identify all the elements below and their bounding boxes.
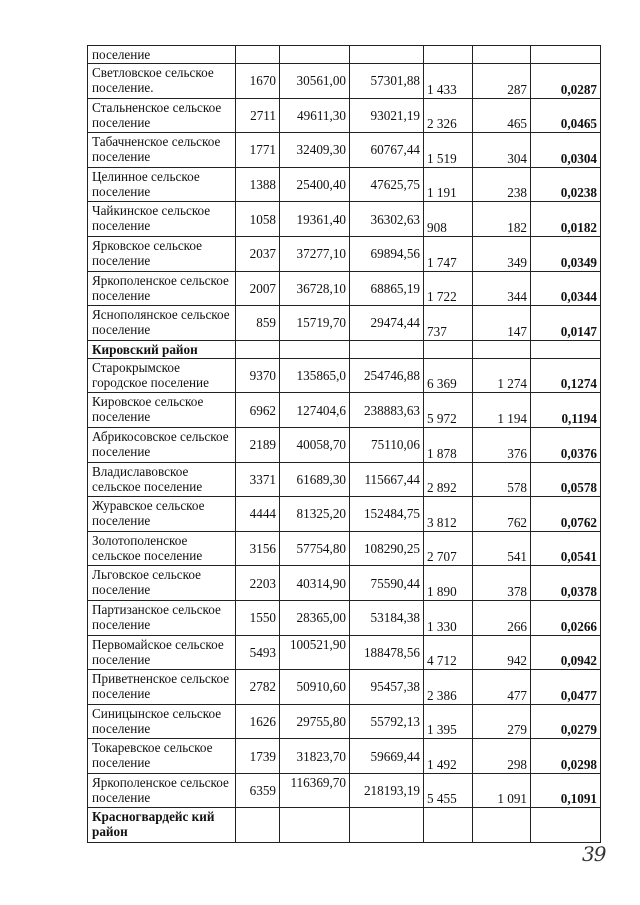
share-cell: 0,1194 — [531, 393, 601, 428]
settlement-name-cell: Первомайское сельское поселение — [88, 635, 236, 670]
table-row — [88, 202, 601, 237]
value-cell: 344 — [473, 271, 531, 306]
population-cell: 1388 — [236, 167, 280, 202]
value-cell: 32409,30 — [280, 133, 350, 168]
value-cell: 1 890 — [424, 566, 473, 601]
table-row — [88, 739, 601, 774]
value-cell: 50910,60 — [280, 670, 350, 705]
population-cell: 2782 — [236, 670, 280, 705]
value-cell: 25400,40 — [280, 167, 350, 202]
value-cell: 93021,19 — [350, 98, 424, 133]
table-row — [88, 271, 601, 306]
value-cell: 6 369 — [424, 358, 473, 393]
settlement-name-cell: Стальненское сельское поселение — [88, 98, 236, 133]
value-cell: 1 722 — [424, 271, 473, 306]
value-cell: 942 — [473, 635, 531, 670]
population-cell: 2711 — [236, 98, 280, 133]
table-row — [88, 236, 601, 271]
share-cell: 0,0304 — [531, 133, 601, 168]
settlements-table — [87, 45, 601, 843]
value-cell: 2 707 — [424, 531, 473, 566]
share-cell: 0,0762 — [531, 497, 601, 532]
share-cell: 0,0578 — [531, 462, 601, 497]
value-cell: 541 — [473, 531, 531, 566]
share-cell: 0,0266 — [531, 600, 601, 635]
share-cell: 0,0349 — [531, 236, 601, 271]
table-row — [88, 98, 601, 133]
value-cell: 60767,44 — [350, 133, 424, 168]
value-cell: 737 — [424, 306, 473, 341]
value-cell: 1 747 — [424, 236, 473, 271]
settlement-name-cell: Табачненское сельское поселение — [88, 133, 236, 168]
value-cell: 578 — [473, 462, 531, 497]
value-cell: 69894,56 — [350, 236, 424, 271]
settlement-name-cell: Токаревское сельское поселение — [88, 739, 236, 774]
value-cell: 2 326 — [424, 98, 473, 133]
table-row — [88, 566, 601, 601]
share-cell: 0,1274 — [531, 358, 601, 393]
share-cell: 0,0279 — [531, 704, 601, 739]
value-cell: 304 — [473, 133, 531, 168]
population-cell: 1771 — [236, 133, 280, 168]
value-cell: 135865,0 — [280, 358, 350, 393]
table-row — [88, 306, 601, 341]
value-cell: 1 433 — [424, 64, 473, 99]
share-cell: 0,0942 — [531, 635, 601, 670]
table-row — [88, 531, 601, 566]
value-cell: 1 878 — [424, 427, 473, 462]
share-cell: 0,0541 — [531, 531, 601, 566]
district-header-row — [88, 808, 601, 843]
population-cell: 9370 — [236, 358, 280, 393]
value-cell: 95457,38 — [350, 670, 424, 705]
value-cell: 30561,00 — [280, 64, 350, 99]
district-name-cell: Красногвардейс кий район — [88, 808, 236, 843]
value-cell: 1 492 — [424, 739, 473, 774]
share-cell: 0,0344 — [531, 271, 601, 306]
population-cell: 1739 — [236, 739, 280, 774]
share-cell: 0,0287 — [531, 64, 601, 99]
table-row — [88, 64, 601, 99]
share-cell: 0,0298 — [531, 739, 601, 774]
table-row — [88, 167, 601, 202]
value-cell: 31823,70 — [280, 739, 350, 774]
value-cell: 908 — [424, 202, 473, 237]
value-cell: 40314,90 — [280, 566, 350, 601]
table-row — [88, 133, 601, 168]
value-cell: 238883,63 — [350, 393, 424, 428]
share-cell: 0,0376 — [531, 427, 601, 462]
settlement-name-cell: Яркополенское сельское поселение — [88, 773, 236, 808]
population-cell: 2007 — [236, 271, 280, 306]
value-cell: 3 812 — [424, 497, 473, 532]
settlement-name-cell: поселение — [88, 46, 236, 64]
value-cell: 298 — [473, 739, 531, 774]
value-cell: 147 — [473, 306, 531, 341]
settlement-name-cell: Светловское сельское поселение. — [88, 64, 236, 99]
table-row — [88, 635, 601, 670]
value-cell: 1 519 — [424, 133, 473, 168]
value-cell: 2 892 — [424, 462, 473, 497]
value-cell: 57301,88 — [350, 64, 424, 99]
value-cell: 1 330 — [424, 600, 473, 635]
population-cell: 1550 — [236, 600, 280, 635]
value-cell: 75590,44 — [350, 566, 424, 601]
value-cell: 152484,75 — [350, 497, 424, 532]
settlement-name-cell: Кировское сельское поселение — [88, 393, 236, 428]
table-row — [88, 358, 601, 393]
value-cell: 287 — [473, 64, 531, 99]
settlement-name-cell: Журавское сельское поселение — [88, 497, 236, 532]
table-row — [88, 393, 601, 428]
value-cell: 37277,10 — [280, 236, 350, 271]
value-cell: 254746,88 — [350, 358, 424, 393]
value-cell: 188478,56 — [350, 635, 424, 670]
settlement-name-cell: Яркополенское сельское поселение — [88, 271, 236, 306]
value-cell: 376 — [473, 427, 531, 462]
value-cell: 57754,80 — [280, 531, 350, 566]
value-cell: 40058,70 — [280, 427, 350, 462]
population-cell: 2037 — [236, 236, 280, 271]
table-body — [88, 46, 601, 843]
population-cell: 1670 — [236, 64, 280, 99]
value-cell: 81325,20 — [280, 497, 350, 532]
value-cell: 47625,75 — [350, 167, 424, 202]
value-cell: 5 972 — [424, 393, 473, 428]
share-cell: 0,0477 — [531, 670, 601, 705]
value-cell: 100521,90 — [280, 635, 350, 670]
settlement-name-cell: Золотополенское сельское поселение — [88, 531, 236, 566]
value-cell: 218193,19 — [350, 773, 424, 808]
settlement-name-cell: Ярковское сельское поселение — [88, 236, 236, 271]
table-row-continued — [88, 46, 601, 64]
value-cell: 15719,70 — [280, 306, 350, 341]
settlement-name-cell: Целинное сельское поселение — [88, 167, 236, 202]
table-row — [88, 427, 601, 462]
value-cell: 68865,19 — [350, 271, 424, 306]
value-cell: 59669,44 — [350, 739, 424, 774]
page-number: 39 — [582, 842, 606, 866]
population-cell: 1058 — [236, 202, 280, 237]
population-cell: 5493 — [236, 635, 280, 670]
value-cell: 29755,80 — [280, 704, 350, 739]
value-cell: 762 — [473, 497, 531, 532]
value-cell: 477 — [473, 670, 531, 705]
value-cell: 36302,63 — [350, 202, 424, 237]
value-cell: 279 — [473, 704, 531, 739]
table-row — [88, 462, 601, 497]
value-cell: 349 — [473, 236, 531, 271]
value-cell: 1 395 — [424, 704, 473, 739]
population-cell: 3156 — [236, 531, 280, 566]
value-cell: 36728,10 — [280, 271, 350, 306]
value-cell: 28365,00 — [280, 600, 350, 635]
value-cell: 116369,70 — [280, 773, 350, 808]
value-cell: 49611,30 — [280, 98, 350, 133]
settlement-name-cell: Яснополянское сельское поселение — [88, 306, 236, 341]
table-row — [88, 704, 601, 739]
settlement-name-cell: Старокрымское городское поселение — [88, 358, 236, 393]
value-cell: 115667,44 — [350, 462, 424, 497]
settlement-name-cell: Приветненское сельское поселение — [88, 670, 236, 705]
share-cell: 0,0147 — [531, 306, 601, 341]
population-cell: 6359 — [236, 773, 280, 808]
value-cell: 238 — [473, 167, 531, 202]
settlement-name-cell: Синицынское сельское поселение — [88, 704, 236, 739]
value-cell: 182 — [473, 202, 531, 237]
settlement-name-cell: Абрикосовское сельское поселение — [88, 427, 236, 462]
population-cell: 859 — [236, 306, 280, 341]
value-cell: 266 — [473, 600, 531, 635]
value-cell: 465 — [473, 98, 531, 133]
value-cell: 5 455 — [424, 773, 473, 808]
table-row — [88, 670, 601, 705]
value-cell: 1 091 — [473, 773, 531, 808]
district-header-row — [88, 340, 601, 358]
share-cell: 0,0465 — [531, 98, 601, 133]
population-cell: 2203 — [236, 566, 280, 601]
settlement-name-cell: Владиславовское сельское поселение — [88, 462, 236, 497]
settlement-name-cell: Партизанское сельское поселение — [88, 600, 236, 635]
value-cell: 19361,40 — [280, 202, 350, 237]
value-cell: 2 386 — [424, 670, 473, 705]
share-cell: 0,1091 — [531, 773, 601, 808]
value-cell: 1 191 — [424, 167, 473, 202]
value-cell: 108290,25 — [350, 531, 424, 566]
share-cell: 0,0182 — [531, 202, 601, 237]
table-row — [88, 497, 601, 532]
population-cell: 1626 — [236, 704, 280, 739]
value-cell: 75110,06 — [350, 427, 424, 462]
population-cell: 6962 — [236, 393, 280, 428]
value-cell: 4 712 — [424, 635, 473, 670]
value-cell: 1 274 — [473, 358, 531, 393]
value-cell: 1 194 — [473, 393, 531, 428]
table-row — [88, 773, 601, 808]
value-cell: 378 — [473, 566, 531, 601]
value-cell: 55792,13 — [350, 704, 424, 739]
district-name-cell: Кировский район — [88, 340, 236, 358]
value-cell: 53184,38 — [350, 600, 424, 635]
population-cell: 2189 — [236, 427, 280, 462]
population-cell: 3371 — [236, 462, 280, 497]
value-cell: 127404,6 — [280, 393, 350, 428]
share-cell: 0,0378 — [531, 566, 601, 601]
population-cell: 4444 — [236, 497, 280, 532]
share-cell: 0,0238 — [531, 167, 601, 202]
settlement-name-cell: Льговское сельское поселение — [88, 566, 236, 601]
settlement-name-cell: Чайкинское сельское поселение — [88, 202, 236, 237]
table-row — [88, 600, 601, 635]
value-cell: 29474,44 — [350, 306, 424, 341]
value-cell: 61689,30 — [280, 462, 350, 497]
